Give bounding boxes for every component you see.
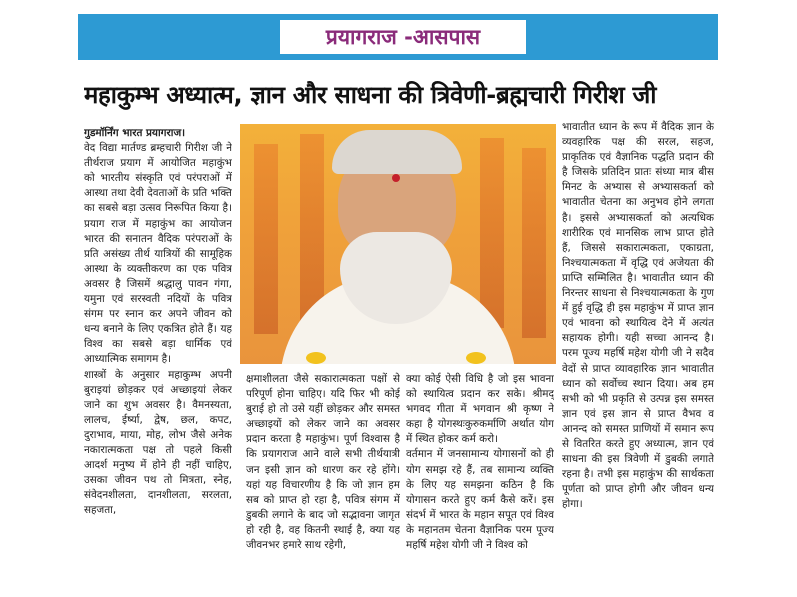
paragraph: वर्तमान में जनसामान्य योगासनों को ही योग समझ रहे हैं, तब सामान्य व्यक्ति के लिए यह समझना कठिन है कि योगासन करते हुए कर्म कैसे करें। इस संदर्भ में भारत के महान सपूत एवं विश्व के महानतम चेतना वैज्ञानिक परम पूज्य महर्षि महेश योगी जी ने विश्व को	[406, 448, 554, 552]
article-column-1	[84, 126, 232, 590]
section-label: प्रयागराज -आसपास	[280, 20, 526, 54]
portrait-photo	[240, 124, 556, 364]
paragraph: शास्त्रों के अनुसार महाकुम्भ अपनी बुराइयां छोड़कर एवं अच्छाइयां लेकर जाने का शुभ अवसर है। वैमनस्यता, लालच, ईर्ष्या, द्वेष, छल, कपट, दुराभाव, माया, मोह, लोभ जैसे अनेक नकारात्मकता पक्ष तो पहले किसी आदर्श मनुष्य में होने ही नहीं चाहिए, उसका जीवन पथ तो मित्रता, स्नेह, संवेदनशीलता, दानशीलता, सरलता, सहजता,	[84, 368, 232, 517]
dateline: गुडमॉर्निंग भारत प्रयागराज।	[84, 127, 186, 139]
lamp-decoration	[300, 134, 324, 324]
article-column-3	[406, 372, 554, 592]
flower-icon	[306, 352, 326, 364]
article-column-4	[562, 120, 714, 590]
paragraph: भावातीत ध्यान के रूप में वैदिक ज्ञान के व्यवहारिक पक्ष की सरल, सहज, प्राकृतिक एवं वैज्ञानिक पद्धति प्रदान की है जिसके प्रतिदिन प्रातः संध्या मात्र बीस मिनट के अभ्यास से अभ्यासकर्ता को भावातीत चेतना का अनुभव होने लगता है। इससे अभ्यासकर्ता को अत्यधिक शारीरिक एवं मानसिक लाभ प्राप्त होते हैं, जिससे सकारात्मकता, एकाग्रता, निश्चयात्मकता में वृद्धि एवं अजेयता की प्राप्ति सम्मिलित है। भावातीत ध्यान की निरन्तर साधना से निश्चयात्मकता के गुण में हुई वृद्धि ही इस महाकुंभ में प्राप्त ज्ञान एवं भावना को स्थायित्व देने में अत्यंत सहायक होगी। यही सच्चा आनन्द है। परम पूज्य महर्षि महेश योगी जी ने सदैव वेदों से प्राप्त व्यावहारिक ज्ञान भावातीत ध्यान को सर्वोच्च स्थान दिया। अब हम सभी को भी प्रकृति से उत्पन्न इस समस्त ज्ञान एवं इस ज्ञान से प्राप्त वैभव व आनन्द को समस्त प्राणियों में समान रूप से वितरित करते हुए अध्यात्म, ज्ञान एवं साधना की इस त्रिवेणी में डुबकी लगाते रहना है। तभी इस महाकुंभ की सार्थकता पूर्णता को प्राप्त होगी और जीवन धन्य होगा।	[562, 121, 714, 511]
headline: महाकुम्भ अध्यात्म, ज्ञान और साधना की त्रिवेणी-ब्रह्मचारी गिरीश जी	[84, 81, 657, 109]
lamp-decoration	[480, 138, 504, 328]
hair	[332, 130, 462, 174]
paragraph: क्षमाशीलता जैसे सकारात्मकता पक्षों से परिपूर्ण होना चाहिए। यदि फिर भी कोई बुराई हो तो उसे यहीं छोड़कर और समस्त अच्छाइयों को लेकर जाने का अवसर प्रदान करता है महाकुंभ। पूर्ण विश्वास है कि प्रयागराज आने वाले सभी तीर्थयात्री जन इसी ज्ञान को धारण कर रहे होंगे। यहां यह विचारणीय है कि जो ज्ञान हम सब को प्राप्त हो रहा है, पवित्र संगम में डुबकी लगाने के बाद जो सद्भावना जागृत हो रही है, वह कितनी स्थाई है, क्या यह जीवनभर हमारे साथ रहेगी,	[246, 373, 400, 552]
paragraph: क्या कोई ऐसी विधि है जो इस भावना को स्थायित्व प्रदान कर सके। श्रीमद् भगवद गीता में भगवान श्री कृष्ण ने कहा है योगस्थःकुरुकर्माणि अर्थात योग में स्थित होकर कर्म करो।	[406, 373, 554, 446]
paragraph-text: वेद विद्या मार्तण्ड ब्रम्हचारी गिरीश जी ने तीर्थराज प्रयाग में आयोजित महाकुंभ को भारतीय संस्कृति एवं परंपराओं में आस्था तथा देवी देवताओं के प्रति भक्ति का सबसे बड़ा उत्सव निरूपित किया है। प्रयाग राज में महाकुंभ का आयोजन भारत की सनातन वैदिक परंपराओं के प्रति असंख्य तीर्थ यात्रियों की सामूहिक आस्था के व्यक्तीकरण का एक पवित्र अवसर है जिसमें श्रद्धालु पावन गंगा, यमुना एवं सरस्वती नदियों के पवित्र संगम पर स्नान कर अपने जीवन को धन्य बनाने के लिए एकत्रित होते हैं। यह विश्व का सबसे बड़ा धार्मिक एवं आध्यात्मिक समागम है।	[84, 142, 232, 366]
lamp-decoration	[522, 148, 546, 338]
flower-icon	[466, 352, 486, 364]
tilak-mark	[392, 174, 400, 182]
lamp-decoration	[254, 144, 278, 334]
paragraph	[84, 126, 232, 368]
article-column-2	[246, 372, 400, 592]
